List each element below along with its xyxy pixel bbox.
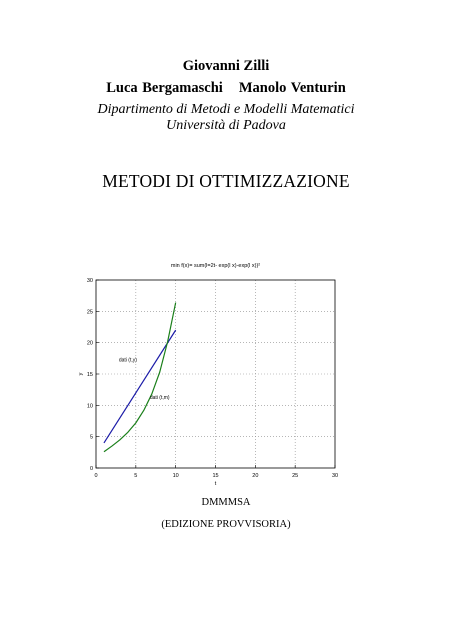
x-tick-label: 25 (292, 473, 299, 479)
y-tick-label: 20 (86, 340, 93, 347)
chart-labels (78, 263, 338, 487)
x-axis-label: t (214, 481, 217, 487)
chart-annotation: dati (t,m) (149, 395, 170, 402)
chart-title: min f(x)= sum(l=2t- exp(l x)-exp(l x))² (170, 263, 261, 269)
affiliation-department: Dipartimento di Metodi e Modelli Matematici (97, 102, 355, 117)
publisher-label: DMMMSA (201, 497, 251, 508)
edition-label: (EDIZIONE PROVVISORIA) (161, 519, 291, 530)
author-name: Giovanni Zilli (182, 58, 270, 74)
x-tick-label: 10 (172, 473, 179, 479)
y-tick-label: 25 (86, 309, 93, 316)
y-tick-label: 15 (86, 372, 93, 378)
author-name: Manolo Venturin (238, 80, 346, 96)
chart-series (104, 303, 176, 452)
x-tick-label: 30 (331, 473, 339, 479)
chart-annotation: dati (t,y) (118, 357, 137, 364)
series-line-1 (104, 330, 176, 443)
document-title: METODI DI OTTIMIZZAZIONE (102, 171, 350, 191)
y-tick-label: 0 (89, 466, 93, 472)
affiliation-university: Università di Padova (166, 118, 286, 133)
x-tick-label: 20 (252, 473, 259, 479)
x-tick-label: 5 (134, 473, 138, 479)
author-name: Luca Bergamaschi (106, 80, 223, 96)
y-tick-label: 10 (86, 403, 93, 410)
y-tick-label: 30 (86, 278, 93, 284)
chart-grid (96, 280, 335, 468)
x-tick-label: 0 (94, 473, 98, 479)
y-axis-label: y (78, 372, 84, 376)
y-tick-label: 5 (89, 434, 93, 441)
x-tick-label: 15 (212, 473, 219, 479)
series-line-2 (104, 303, 176, 452)
